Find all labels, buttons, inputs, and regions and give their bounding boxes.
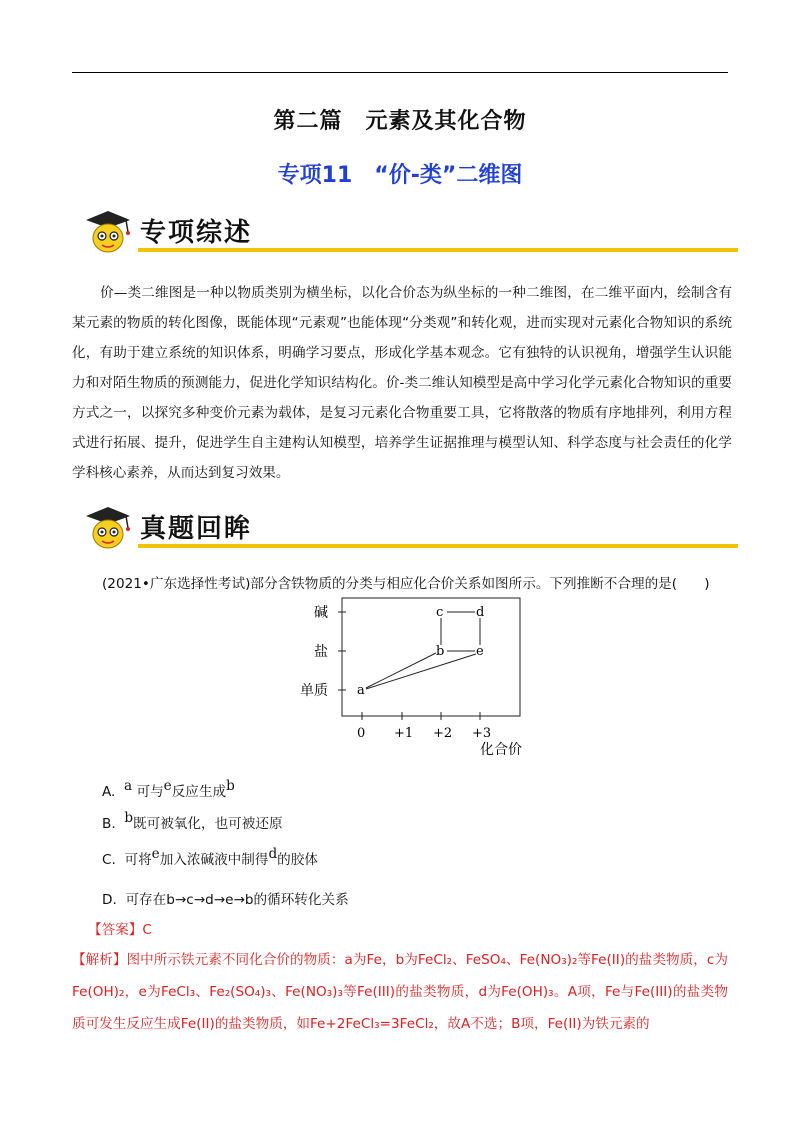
section-title-overview: 专项综述 [140,218,253,248]
option-symbol: b [226,778,235,794]
y-label-salt: 盐 [314,644,328,660]
scholar-mascot-icon [80,504,138,552]
question-stem: (2021•广东选择性考试)部分含铁物质的分类与相应化合价关系如图所示。下列推断不合理的是( ) [102,576,710,592]
point-a: a [357,683,365,698]
option-letter: C. [102,852,116,868]
option-text: 反应生成 [171,784,227,800]
section-underline [138,248,738,252]
point-b: b [436,644,445,659]
option-text: 可将 [124,852,152,868]
x-label-plus3: +3 [472,726,492,741]
option-b[interactable] [102,812,283,832]
topic-title: 专项11 “价-类”二维图 [277,163,523,188]
section-header-overview [80,208,740,256]
answer-line [88,918,152,938]
answer-value: C [142,922,152,938]
option-symbol: a [124,778,133,794]
option-letter: B. [102,816,116,832]
x-axis-title: 化合价 [480,742,522,758]
option-a[interactable] [102,780,235,800]
option-d[interactable] [102,888,349,908]
x-label-plus2: +2 [433,726,453,741]
analysis-paragraph [72,944,728,1040]
option-c[interactable] [102,848,318,868]
option-letter: A. [102,784,116,800]
option-text: 既可被氧化，也可被还原 [133,816,283,832]
y-label-base: 碱 [314,605,328,621]
option-symbol: d [268,846,278,862]
option-text: 可存在b→c→d→e→b的循环转化关系 [125,892,349,908]
section-header-real-questions [80,504,740,552]
top-rule [72,72,728,73]
option-text: 的胶体 [277,852,318,868]
plot-frame [342,598,520,716]
option-text: 可与 [136,784,164,800]
overview-paragraph: 价—类二维图是一种以物质类别为横坐标，以化合价态为纵坐标的一种二维图，在二维平面内，绘制含有某元素的物质的转化图像，既能体现“元素观”也能体现“分类观”和转化观，进而实现对元素化合物知识的系统化，有助于建立系统的知识体系，明确学习要点，形成化学基本观念。它有独特的认识视角，增强学生认识能力和对陌生物质的预测能力，促进化学知识结构化。价-类二维认知模型是高中学习化学元素化合物知识的重要方式之一，以探究多种变价元素为载体，是复习元素化合物重要工具，它将散落的物质有序地排列，利用方程式进行拓展、提升，促进学生自主建构认知模型，培养学生证据推理与模型认知、科学态度与社会责任的化学学科核心素养，从而达到复习效果。 [72,285,732,481]
section-underline [138,544,738,548]
x-label-0: 0 [357,726,366,741]
analysis-label: 【解析】 [72,952,127,968]
scholar-mascot-icon [80,208,138,256]
x-label-plus1: +1 [394,726,414,741]
option-symbol: b [124,810,134,826]
point-e: e [476,644,484,659]
analysis-text: 图中所示铁元素不同化合价的物质：a为Fe，b为FeCl₂、FeSO₄、Fe(NO₃)₂等Fe(II)的盐类物质，c为Fe(OH)₂，e为FeCl₃、Fe₂(SO₄)₃、Fe(NO₃)₃等Fe(III)的盐类物质，d为Fe(OH)₃。A项，Fe与Fe(III)的盐类物质可发生反应生成Fe(II)的盐类物质，如Fe+2FeCl₃=3FeCl₂，故A不选；B项，Fe(II)为铁元素的 [72,952,729,1032]
option-letter: D. [102,892,117,908]
answer-label: 【答案】 [88,922,143,938]
point-c: c [436,605,444,620]
option-text: 加入浓碱液中制得 [159,852,269,868]
chapter-title: 第二篇 元素及其化合物 [273,109,527,134]
edge-a-e [366,654,476,689]
section-title-real-questions: 真题回眸 [140,514,253,544]
option-symbol: e [151,846,160,862]
option-symbol: e [163,778,172,794]
valence-class-diagram [290,594,550,766]
point-d: d [476,605,485,620]
y-label-element: 单质 [300,683,328,699]
